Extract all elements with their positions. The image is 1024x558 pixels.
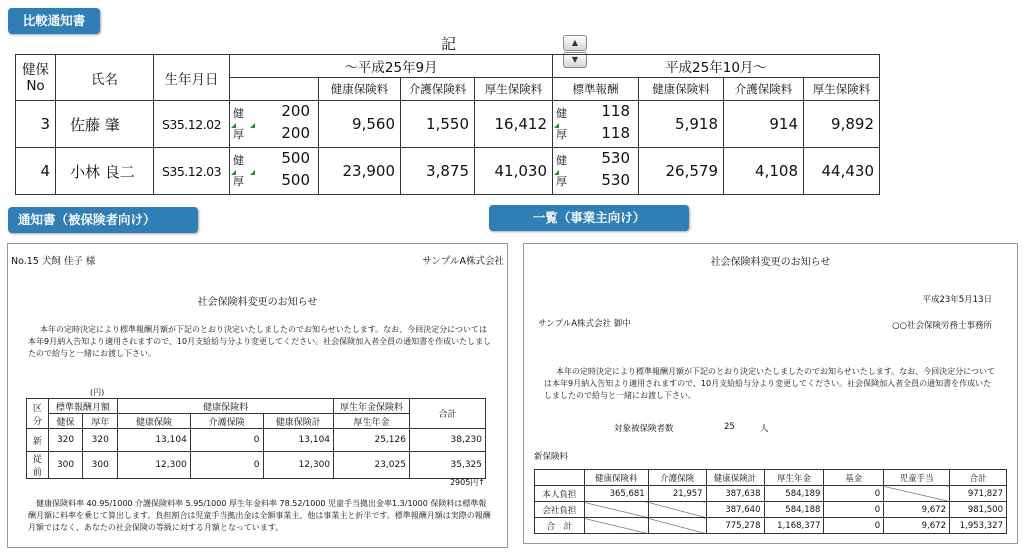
- notice-diff: 2905円↑: [449, 478, 485, 487]
- std-before-blank: [230, 78, 319, 101]
- row-std-after: 健 厚 118 118: [553, 101, 639, 148]
- th-health-total: 健康保険計: [263, 414, 334, 429]
- th-care: 介護保険: [648, 470, 706, 486]
- compare-table: [15, 54, 880, 195]
- row-std-before: 健 厚 500 500: [230, 148, 319, 195]
- marker-icon: [250, 170, 255, 175]
- notice-body: 本年の定時決定により標準報酬月額が下記のとおり決定いたしましたのでお知らせいたします。なお、今回決定分については本年9月納入告知より適用されますので、10月支給給与分より変更してください。社会保険加入者全員の通知書を作成いたしましたので給与と一緒にお渡し下さい。: [28, 325, 492, 358]
- table-row: [27, 429, 486, 452]
- cell: 9,672: [884, 502, 950, 518]
- cell-std-h: 300: [48, 452, 83, 479]
- cell: 0: [824, 502, 884, 518]
- cell-std-p: 300: [83, 452, 118, 479]
- notice-title: 社会保険料変更のお知らせ: [197, 297, 318, 308]
- sub-header: 介護保険料: [724, 78, 804, 101]
- notice-unit: (円): [90, 388, 105, 397]
- row-new-care: 914: [724, 101, 804, 148]
- cell: 1,168,377: [764, 518, 824, 534]
- row-care: 1,550: [401, 101, 475, 148]
- cell-na: [648, 502, 706, 518]
- cell-health: 12,300: [118, 452, 191, 479]
- table-row: [27, 452, 486, 479]
- cell: 365,681: [584, 486, 648, 502]
- compare-heading: 記: [441, 35, 457, 53]
- th-std-p: 厚年: [83, 414, 118, 429]
- table-row: [535, 486, 1007, 502]
- cell-pension: 25,126: [334, 429, 410, 452]
- th-health-total: 健康保険計: [706, 470, 764, 486]
- row-pension: 16,412: [475, 101, 553, 148]
- table-row: [535, 518, 1007, 534]
- cell: 1,953,327: [949, 518, 1006, 534]
- th-std: 標準報酬月額: [48, 399, 117, 414]
- compare-label: 比較通知書: [8, 8, 100, 34]
- count-unit: 人: [760, 424, 769, 434]
- cell: 387,640: [706, 502, 764, 518]
- row-new-health: 5,918: [639, 101, 724, 148]
- period-after-header: 平成25年10月～: [553, 55, 880, 78]
- list-addressee: サンプルA株式会社 御中: [538, 319, 631, 329]
- th-fund: 基金: [824, 470, 884, 486]
- cell: 21,957: [648, 486, 706, 502]
- th-health: 健康保険: [118, 414, 191, 429]
- row-std-after: 健 厚 530 530: [553, 148, 639, 195]
- table-row: [16, 148, 880, 195]
- count-value: 25: [724, 422, 735, 432]
- row-label: 本人負担: [535, 486, 585, 502]
- cell: 971,827: [949, 486, 1006, 502]
- list-title: 社会保険料変更のお知らせ: [710, 257, 831, 268]
- row-health: 23,900: [319, 148, 401, 195]
- list-sender: ○○社会保険労務士事務所: [892, 321, 992, 331]
- row-new-health: 26,579: [639, 148, 724, 195]
- list-table: [534, 469, 1007, 534]
- cell: 9,672: [884, 518, 950, 534]
- cell: 0: [824, 486, 884, 502]
- list-body: 本年の定時決定により標準報酬月額が下記のとおり決定いたしましたのでお知らせいたします。なお、今回決定分については本年9月納入告知より適用されますので、10月支給給与分より変更してください。社会保険加入者全員の通知書を作成いたしましたので給与と一緒にお渡し下さい。: [544, 367, 995, 400]
- cell-total: 35,325: [409, 452, 485, 479]
- notice-table: [26, 398, 486, 479]
- marker-icon: [231, 170, 236, 175]
- row-care: 3,875: [401, 148, 475, 195]
- period-before-header: ～平成25年9月: [230, 55, 553, 78]
- notice-label: 通知書（被保険者向け）: [8, 207, 198, 233]
- cell-std-h: 320: [48, 429, 83, 452]
- th-kubun: 区分: [27, 399, 49, 429]
- row-no: 3: [16, 101, 56, 148]
- cell-total: 38,230: [409, 429, 485, 452]
- th-blank: [535, 470, 585, 486]
- th-child: 児童手当: [884, 470, 950, 486]
- sub-header: 健康保険料: [319, 78, 401, 101]
- marker-icon: [250, 123, 255, 128]
- table-row: [16, 101, 880, 148]
- notice-document: [7, 243, 508, 548]
- cell-kubun: 新: [27, 429, 49, 452]
- list-section: 新保険料: [534, 452, 569, 462]
- cell: 584,189: [764, 486, 824, 502]
- list-date: 平成23年5月13日: [922, 295, 992, 305]
- row-new-care: 4,108: [724, 148, 804, 195]
- cell-health-total: 12,300: [263, 452, 334, 479]
- row-label: 合 計: [535, 518, 585, 534]
- cell-health-total: 13,104: [263, 429, 334, 452]
- cell: 0: [824, 518, 884, 534]
- row-no: 4: [16, 148, 56, 195]
- marker-icon: [554, 170, 559, 175]
- row-new-pension: 44,430: [804, 148, 880, 195]
- th-total: 合計: [409, 399, 485, 429]
- row-dob: S35.12.03: [154, 148, 230, 195]
- cell: 584,188: [764, 502, 824, 518]
- row-label: 会社負担: [535, 502, 585, 518]
- table-row: [535, 502, 1007, 518]
- cell-std-p: 320: [83, 429, 118, 452]
- sub-header: 厚生保険料: [475, 78, 553, 101]
- cell-kubun: 従前: [27, 452, 49, 479]
- cell: 775,278: [706, 518, 764, 534]
- col-dob-header: 生年月日: [154, 55, 230, 101]
- row-std-before: 健 厚 200 200: [230, 101, 319, 148]
- cell-health: 13,104: [118, 429, 191, 452]
- row-name: 佐藤 肇: [56, 101, 154, 148]
- sub-header: 介護保険料: [401, 78, 475, 101]
- marker-icon: [231, 123, 236, 128]
- notice-footnote: 健康保険料率 40.95/1000 介護保険料率 5.95/1000 厚生年金料率 78.52/1000 児童手当拠出金率1.3/1000 保険料は標準報酬月額に料率を乗じて算出します。負担割合は児童手当拠出金は全額事業主、他は事業主と折半です。標準報酬月額は実際の報酬月額ではなく、あなたの社会保険の等級に対する月額となっています。: [28, 499, 491, 532]
- th-pension: 厚生年金: [334, 414, 410, 429]
- row-dob: S35.12.02: [154, 101, 230, 148]
- cell-care: 0: [190, 429, 263, 452]
- notice-company: サンプルA株式会社: [422, 256, 504, 267]
- sub-header: 健康保険料: [639, 78, 724, 101]
- sub-header: 標準報酬: [553, 78, 639, 101]
- cell-na: [648, 518, 706, 534]
- row-new-pension: 9,892: [804, 101, 880, 148]
- cell: 981,500: [949, 502, 1006, 518]
- list-label: 一覧（事業主向け）: [489, 205, 689, 231]
- th-health-group: 健康保険料: [118, 399, 334, 414]
- spin-down-button[interactable]: ▼: [563, 52, 587, 68]
- count-label: 対象被保険者数: [614, 424, 674, 434]
- row-health: 9,560: [319, 101, 401, 148]
- th-total: 合計: [949, 470, 1006, 486]
- row-name: 小林 良二: [56, 148, 154, 195]
- cell-care: 0: [190, 452, 263, 479]
- list-document: [523, 243, 1018, 544]
- notice-recipient: No.15 犬飼 佳子 様: [11, 256, 96, 267]
- col-no-header: 健保 No: [16, 55, 56, 101]
- sub-header: 厚生保険料: [804, 78, 880, 101]
- cell-na: [584, 502, 648, 518]
- cell: 387,638: [706, 486, 764, 502]
- spin-up-button[interactable]: ▲: [563, 35, 587, 51]
- cell-na: [584, 518, 648, 534]
- th-pension-group: 厚生年金保険料: [334, 399, 410, 414]
- cell-pension: 23,025: [334, 452, 410, 479]
- marker-icon: [554, 123, 559, 128]
- cell-na: [884, 486, 950, 502]
- col-name-header: 氏名: [56, 55, 154, 101]
- th-health: 健康保険料: [584, 470, 648, 486]
- th-pension: 厚生年金: [764, 470, 824, 486]
- row-pension: 41,030: [475, 148, 553, 195]
- th-care: 介護保険: [190, 414, 263, 429]
- th-std-h: 健保: [48, 414, 83, 429]
